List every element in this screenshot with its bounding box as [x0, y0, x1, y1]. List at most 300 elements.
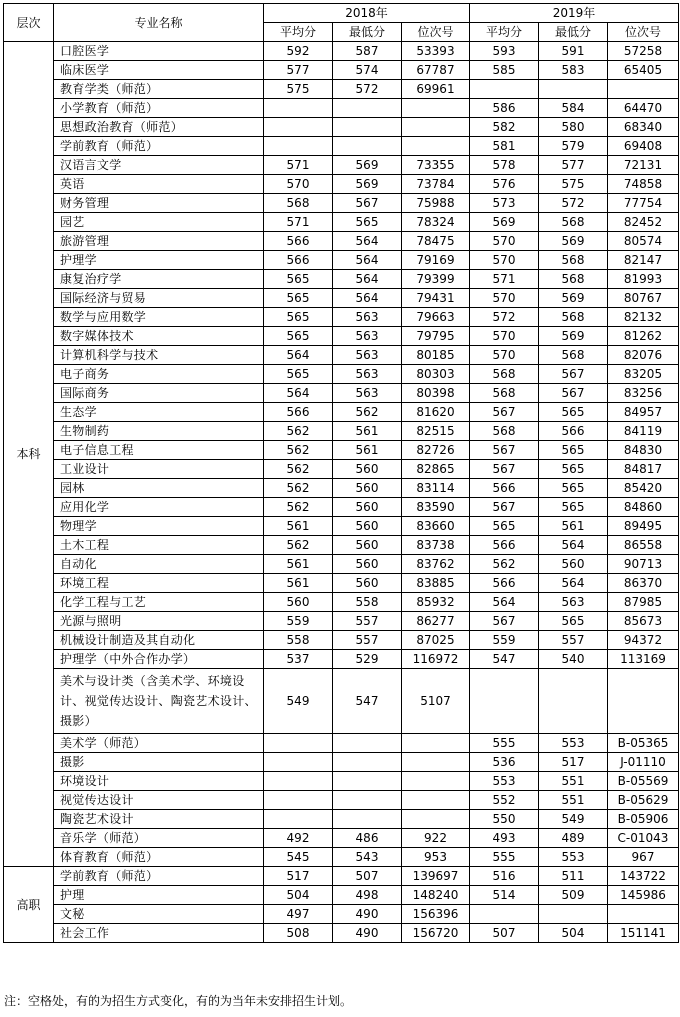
table-row: [4, 905, 679, 924]
avg-2018-cell: 562: [264, 498, 333, 517]
min-2018-cell: 558: [333, 593, 402, 612]
rank-2019-cell: 82132: [608, 308, 679, 327]
major-name-cell: 汉语言文学: [54, 156, 264, 175]
rank-2019-cell: 68340: [608, 118, 679, 137]
rank-2019-cell: 65405: [608, 61, 679, 80]
min-2019-cell: 591: [539, 42, 608, 61]
major-name-cell: 电子信息工程: [54, 441, 264, 460]
avg-2019-cell: 567: [470, 498, 539, 517]
avg-2019-cell: 514: [470, 886, 539, 905]
table-row: [4, 734, 679, 753]
avg-2018-cell: 561: [264, 555, 333, 574]
rank-2018-cell: 85932: [402, 593, 470, 612]
table-row: [4, 924, 679, 943]
rank-2018-cell: 87025: [402, 631, 470, 650]
min-2018-cell: 547: [333, 669, 402, 734]
avg-2019-cell: 568: [470, 365, 539, 384]
major-name-cell: 数学与应用数学: [54, 308, 264, 327]
table-row: [4, 194, 679, 213]
min-2018-cell: 560: [333, 460, 402, 479]
min-2018-cell: 563: [333, 327, 402, 346]
rank-2019-cell: 69408: [608, 137, 679, 156]
rank-2019-cell: 89495: [608, 517, 679, 536]
min-2018-cell: 574: [333, 61, 402, 80]
avg-2019-cell: 567: [470, 612, 539, 631]
rank-2019-cell: 81993: [608, 270, 679, 289]
rank-2019-cell: 77754: [608, 194, 679, 213]
avg-2019-cell: 593: [470, 42, 539, 61]
major-name-cell: 机械设计制造及其自动化: [54, 631, 264, 650]
min-2019-cell: 511: [539, 867, 608, 886]
rank-2019-cell: 84860: [608, 498, 679, 517]
min-2018-cell: 564: [333, 289, 402, 308]
table-row: [4, 346, 679, 365]
min-2018-cell: 557: [333, 631, 402, 650]
min-2018-cell: 561: [333, 441, 402, 460]
avg-2018-cell: 571: [264, 156, 333, 175]
table-row: [4, 791, 679, 810]
min-2018-cell: [333, 791, 402, 810]
header-avg-2019: 平均分: [470, 23, 539, 42]
avg-2019-cell: [470, 80, 539, 99]
min-2019-cell: 584: [539, 99, 608, 118]
rank-2018-cell: 82726: [402, 441, 470, 460]
major-name-cell: 工业设计: [54, 460, 264, 479]
table-row: [4, 867, 679, 886]
min-2018-cell: 507: [333, 867, 402, 886]
min-2019-cell: 540: [539, 650, 608, 669]
rank-2019-cell: 84119: [608, 422, 679, 441]
avg-2018-cell: 570: [264, 175, 333, 194]
major-name-cell: 文秘: [54, 905, 264, 924]
table-row: [4, 829, 679, 848]
table-row: [4, 669, 679, 734]
rank-2019-cell: 86558: [608, 536, 679, 555]
avg-2018-cell: 537: [264, 650, 333, 669]
min-2018-cell: 564: [333, 251, 402, 270]
avg-2019-cell: 565: [470, 517, 539, 536]
avg-2019-cell: 573: [470, 194, 539, 213]
avg-2019-cell: 570: [470, 346, 539, 365]
rank-2018-cell: 83885: [402, 574, 470, 593]
avg-2019-cell: 578: [470, 156, 539, 175]
table-row: [4, 156, 679, 175]
avg-2019-cell: 567: [470, 460, 539, 479]
rank-2019-cell: 151141: [608, 924, 679, 943]
avg-2018-cell: 566: [264, 251, 333, 270]
avg-2019-cell: 572: [470, 308, 539, 327]
major-name-cell: 护理学: [54, 251, 264, 270]
avg-2018-cell: 562: [264, 460, 333, 479]
table-row: [4, 422, 679, 441]
min-2019-cell: 565: [539, 612, 608, 631]
avg-2018-cell: 571: [264, 213, 333, 232]
rank-2019-cell: 81262: [608, 327, 679, 346]
rank-2018-cell: [402, 810, 470, 829]
min-2018-cell: [333, 118, 402, 137]
avg-2019-cell: 568: [470, 422, 539, 441]
rank-2019-cell: 64470: [608, 99, 679, 118]
major-name-cell: 国际商务: [54, 384, 264, 403]
major-name-cell: 自动化: [54, 555, 264, 574]
avg-2019-cell: 576: [470, 175, 539, 194]
avg-2018-cell: [264, 734, 333, 753]
level-cell: 本科: [4, 42, 54, 867]
rank-2018-cell: 82865: [402, 460, 470, 479]
header-level: 层次: [4, 4, 54, 42]
major-name-cell: 英语: [54, 175, 264, 194]
rank-2018-cell: [402, 99, 470, 118]
table-row: [4, 251, 679, 270]
table-row: [4, 270, 679, 289]
min-2018-cell: 529: [333, 650, 402, 669]
table-row: [4, 886, 679, 905]
min-2018-cell: 564: [333, 270, 402, 289]
table-row: [4, 441, 679, 460]
table-row: [4, 403, 679, 422]
min-2018-cell: 557: [333, 612, 402, 631]
admission-score-table: [3, 3, 679, 943]
avg-2019-cell: 571: [470, 270, 539, 289]
major-name-cell: 教育学类（师范）: [54, 80, 264, 99]
rank-2018-cell: 79663: [402, 308, 470, 327]
avg-2019-cell: 553: [470, 772, 539, 791]
avg-2019-cell: 566: [470, 536, 539, 555]
min-2018-cell: 560: [333, 498, 402, 517]
min-2019-cell: [539, 669, 608, 734]
rank-2018-cell: 5107: [402, 669, 470, 734]
table-row: [4, 810, 679, 829]
major-name-cell: 化学工程与工艺: [54, 593, 264, 612]
min-2019-cell: 579: [539, 137, 608, 156]
major-name-cell: 生态学: [54, 403, 264, 422]
avg-2019-cell: [470, 905, 539, 924]
avg-2019-cell: 536: [470, 753, 539, 772]
min-2018-cell: 567: [333, 194, 402, 213]
avg-2018-cell: [264, 137, 333, 156]
header-rank-2018: 位次号: [402, 23, 470, 42]
min-2018-cell: 563: [333, 384, 402, 403]
table-row: [4, 61, 679, 80]
avg-2019-cell: 566: [470, 479, 539, 498]
major-name-cell: 美术与设计类（含美术学、环境设计、视觉传达设计、陶瓷艺术设计、摄影）: [54, 669, 264, 734]
rank-2018-cell: 67787: [402, 61, 470, 80]
avg-2018-cell: [264, 810, 333, 829]
rank-2019-cell: J-01110: [608, 753, 679, 772]
min-2018-cell: 569: [333, 156, 402, 175]
min-2018-cell: 563: [333, 346, 402, 365]
table-row: [4, 175, 679, 194]
min-2019-cell: 568: [539, 213, 608, 232]
avg-2018-cell: 561: [264, 517, 333, 536]
min-2018-cell: 490: [333, 905, 402, 924]
min-2019-cell: 567: [539, 384, 608, 403]
major-name-cell: 旅游管理: [54, 232, 264, 251]
min-2019-cell: 566: [539, 422, 608, 441]
rank-2018-cell: 80303: [402, 365, 470, 384]
avg-2018-cell: 566: [264, 232, 333, 251]
min-2018-cell: 486: [333, 829, 402, 848]
major-name-cell: 计算机科学与技术: [54, 346, 264, 365]
header-major: 专业名称: [54, 4, 264, 42]
table-row: [4, 536, 679, 555]
major-name-cell: 学前教育（师范）: [54, 137, 264, 156]
rank-2019-cell: 80574: [608, 232, 679, 251]
rank-2018-cell: 139697: [402, 867, 470, 886]
avg-2019-cell: 516: [470, 867, 539, 886]
rank-2018-cell: [402, 772, 470, 791]
min-2019-cell: 572: [539, 194, 608, 213]
header-year-2019: 2019年: [470, 4, 679, 23]
avg-2018-cell: 562: [264, 441, 333, 460]
major-name-cell: 数字媒体技术: [54, 327, 264, 346]
min-2018-cell: [333, 734, 402, 753]
rank-2018-cell: 156396: [402, 905, 470, 924]
rank-2019-cell: 74858: [608, 175, 679, 194]
avg-2018-cell: 561: [264, 574, 333, 593]
avg-2018-cell: 508: [264, 924, 333, 943]
rank-2018-cell: 148240: [402, 886, 470, 905]
rank-2019-cell: 80767: [608, 289, 679, 308]
min-2019-cell: 560: [539, 555, 608, 574]
major-name-cell: 电子商务: [54, 365, 264, 384]
min-2018-cell: 560: [333, 517, 402, 536]
min-2019-cell: 557: [539, 631, 608, 650]
major-name-cell: 音乐学（师范）: [54, 829, 264, 848]
table-row: [4, 650, 679, 669]
avg-2019-cell: 567: [470, 403, 539, 422]
avg-2019-cell: 555: [470, 848, 539, 867]
min-2018-cell: [333, 137, 402, 156]
major-name-cell: 生物制药: [54, 422, 264, 441]
major-name-cell: 视觉传达设计: [54, 791, 264, 810]
avg-2019-cell: 570: [470, 327, 539, 346]
rank-2019-cell: B-05906: [608, 810, 679, 829]
avg-2018-cell: 568: [264, 194, 333, 213]
avg-2018-cell: 497: [264, 905, 333, 924]
min-2019-cell: 575: [539, 175, 608, 194]
rank-2019-cell: 87985: [608, 593, 679, 612]
major-name-cell: 环境工程: [54, 574, 264, 593]
rank-2019-cell: [608, 905, 679, 924]
rank-2018-cell: 78324: [402, 213, 470, 232]
major-name-cell: 社会工作: [54, 924, 264, 943]
min-2019-cell: 553: [539, 848, 608, 867]
rank-2018-cell: [402, 734, 470, 753]
table-row: [4, 555, 679, 574]
avg-2018-cell: 565: [264, 308, 333, 327]
min-2018-cell: 565: [333, 213, 402, 232]
min-2019-cell: 553: [539, 734, 608, 753]
min-2018-cell: 564: [333, 232, 402, 251]
avg-2018-cell: [264, 772, 333, 791]
footnote: 注：空格处，有的为招生方式变化，有的为当年未安排招生计划。: [4, 994, 353, 1008]
rank-2018-cell: 82515: [402, 422, 470, 441]
table-row: [4, 289, 679, 308]
rank-2018-cell: 79431: [402, 289, 470, 308]
avg-2019-cell: 552: [470, 791, 539, 810]
min-2019-cell: 517: [539, 753, 608, 772]
rank-2018-cell: 73784: [402, 175, 470, 194]
min-2019-cell: 549: [539, 810, 608, 829]
table-row: [4, 574, 679, 593]
table-row: [4, 593, 679, 612]
rank-2019-cell: 83205: [608, 365, 679, 384]
table-row: [4, 772, 679, 791]
min-2018-cell: [333, 99, 402, 118]
avg-2018-cell: 517: [264, 867, 333, 886]
avg-2019-cell: 555: [470, 734, 539, 753]
avg-2019-cell: [470, 669, 539, 734]
min-2019-cell: 565: [539, 479, 608, 498]
avg-2019-cell: 567: [470, 441, 539, 460]
avg-2018-cell: 562: [264, 536, 333, 555]
avg-2018-cell: [264, 753, 333, 772]
min-2019-cell: 551: [539, 772, 608, 791]
table-row: [4, 517, 679, 536]
avg-2019-cell: 585: [470, 61, 539, 80]
rank-2019-cell: B-05365: [608, 734, 679, 753]
avg-2019-cell: 559: [470, 631, 539, 650]
min-2019-cell: 568: [539, 308, 608, 327]
major-name-cell: 美术学（师范）: [54, 734, 264, 753]
min-2019-cell: 564: [539, 536, 608, 555]
table-row: [4, 479, 679, 498]
table-row: [4, 42, 679, 61]
table-row: [4, 631, 679, 650]
rank-2018-cell: [402, 753, 470, 772]
major-name-cell: 陶瓷艺术设计: [54, 810, 264, 829]
rank-2019-cell: 145986: [608, 886, 679, 905]
min-2019-cell: 569: [539, 289, 608, 308]
min-2019-cell: 504: [539, 924, 608, 943]
min-2019-cell: 568: [539, 270, 608, 289]
min-2019-cell: 583: [539, 61, 608, 80]
table-row: [4, 365, 679, 384]
min-2019-cell: 580: [539, 118, 608, 137]
rank-2018-cell: 156720: [402, 924, 470, 943]
major-name-cell: 光源与照明: [54, 612, 264, 631]
rank-2019-cell: 85420: [608, 479, 679, 498]
rank-2019-cell: 85673: [608, 612, 679, 631]
min-2019-cell: 577: [539, 156, 608, 175]
min-2018-cell: 543: [333, 848, 402, 867]
major-name-cell: 康复治疗学: [54, 270, 264, 289]
header-year-2018: 2018年: [264, 4, 470, 23]
major-name-cell: 口腔医学: [54, 42, 264, 61]
avg-2019-cell: 569: [470, 213, 539, 232]
min-2019-cell: 489: [539, 829, 608, 848]
min-2019-cell: 565: [539, 498, 608, 517]
header-avg-2018: 平均分: [264, 23, 333, 42]
min-2019-cell: 569: [539, 232, 608, 251]
avg-2018-cell: 566: [264, 403, 333, 422]
min-2019-cell: 569: [539, 327, 608, 346]
avg-2019-cell: 581: [470, 137, 539, 156]
min-2019-cell: 568: [539, 251, 608, 270]
avg-2018-cell: [264, 791, 333, 810]
min-2019-cell: 568: [539, 346, 608, 365]
avg-2018-cell: 560: [264, 593, 333, 612]
header-min-2019: 最低分: [539, 23, 608, 42]
rank-2018-cell: 79399: [402, 270, 470, 289]
major-name-cell: 护理学（中外合作办学）: [54, 650, 264, 669]
rank-2019-cell: [608, 80, 679, 99]
avg-2019-cell: 550: [470, 810, 539, 829]
rank-2019-cell: 84817: [608, 460, 679, 479]
avg-2018-cell: 562: [264, 479, 333, 498]
avg-2019-cell: 564: [470, 593, 539, 612]
avg-2019-cell: 582: [470, 118, 539, 137]
rank-2019-cell: 82147: [608, 251, 679, 270]
table-row: [4, 80, 679, 99]
major-name-cell: 护理: [54, 886, 264, 905]
table-row: [4, 460, 679, 479]
avg-2019-cell: 586: [470, 99, 539, 118]
major-name-cell: 财务管理: [54, 194, 264, 213]
avg-2019-cell: 570: [470, 232, 539, 251]
table-row: [4, 137, 679, 156]
min-2018-cell: 562: [333, 403, 402, 422]
avg-2019-cell: 570: [470, 251, 539, 270]
avg-2018-cell: 575: [264, 80, 333, 99]
rank-2018-cell: 83590: [402, 498, 470, 517]
rank-2018-cell: 73355: [402, 156, 470, 175]
table-row: [4, 232, 679, 251]
avg-2019-cell: 507: [470, 924, 539, 943]
avg-2018-cell: 577: [264, 61, 333, 80]
min-2018-cell: 563: [333, 308, 402, 327]
rank-2018-cell: [402, 118, 470, 137]
avg-2019-cell: 547: [470, 650, 539, 669]
rank-2018-cell: 83738: [402, 536, 470, 555]
min-2019-cell: 561: [539, 517, 608, 536]
table-row: [4, 327, 679, 346]
min-2018-cell: [333, 753, 402, 772]
avg-2019-cell: 562: [470, 555, 539, 574]
min-2019-cell: 564: [539, 574, 608, 593]
rank-2019-cell: 143722: [608, 867, 679, 886]
rank-2018-cell: 78475: [402, 232, 470, 251]
min-2018-cell: 498: [333, 886, 402, 905]
rank-2018-cell: 83762: [402, 555, 470, 574]
min-2018-cell: 560: [333, 555, 402, 574]
rank-2018-cell: 81620: [402, 403, 470, 422]
rank-2018-cell: [402, 137, 470, 156]
rank-2018-cell: 80185: [402, 346, 470, 365]
rank-2019-cell: C-01043: [608, 829, 679, 848]
min-2019-cell: 567: [539, 365, 608, 384]
header-min-2018: 最低分: [333, 23, 402, 42]
rank-2018-cell: 53393: [402, 42, 470, 61]
min-2019-cell: 565: [539, 403, 608, 422]
avg-2018-cell: 592: [264, 42, 333, 61]
table-row: [4, 213, 679, 232]
table-row: [4, 498, 679, 517]
table-row: [4, 99, 679, 118]
min-2018-cell: 560: [333, 536, 402, 555]
rank-2018-cell: [402, 791, 470, 810]
rank-2019-cell: 84957: [608, 403, 679, 422]
rank-2019-cell: 94372: [608, 631, 679, 650]
rank-2019-cell: 82076: [608, 346, 679, 365]
avg-2018-cell: 564: [264, 346, 333, 365]
major-name-cell: 物理学: [54, 517, 264, 536]
avg-2018-cell: 565: [264, 327, 333, 346]
rank-2019-cell: 90713: [608, 555, 679, 574]
rank-2018-cell: 83660: [402, 517, 470, 536]
major-name-cell: 体育教育（师范）: [54, 848, 264, 867]
